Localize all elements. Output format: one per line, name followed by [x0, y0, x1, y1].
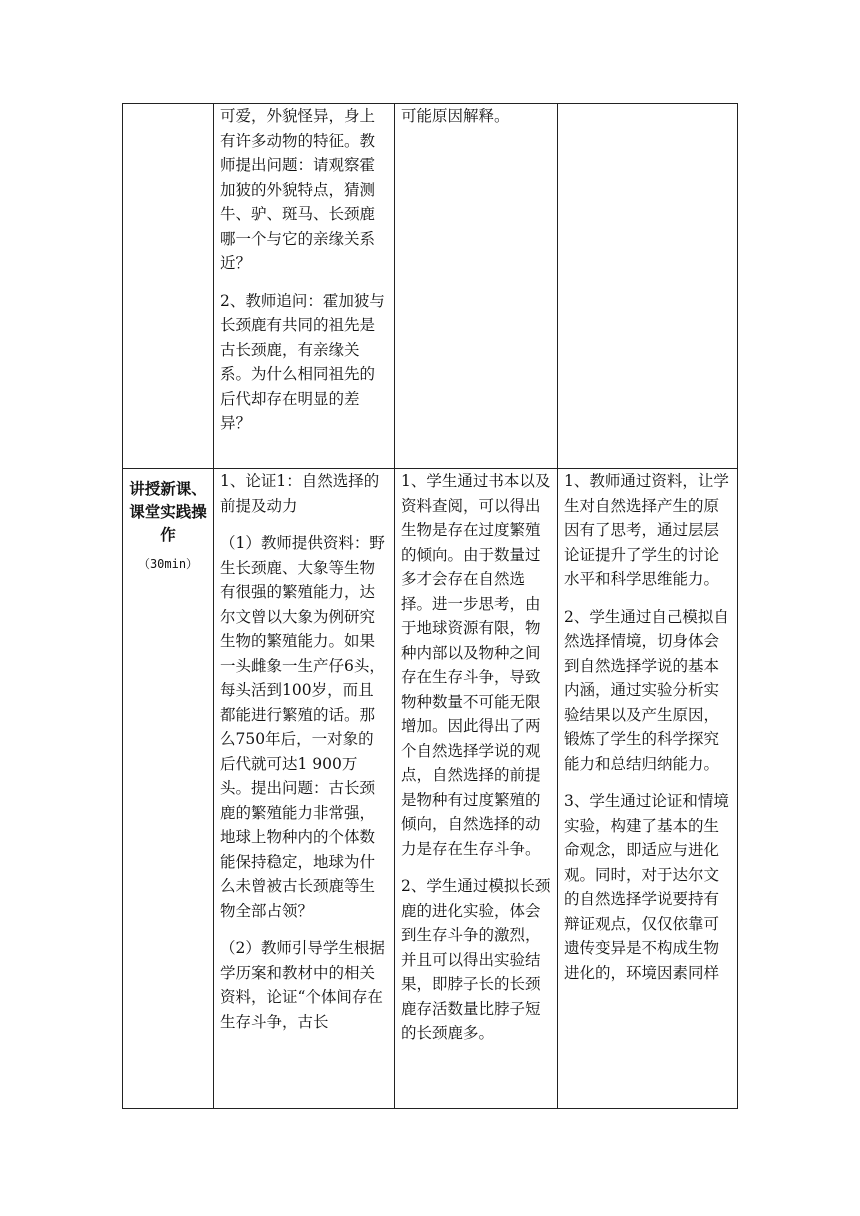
- paragraph: （2）教师引导学生根据学历案和教材中的相关资料，论证“个体间存在生存斗争，古长: [220, 939, 385, 1031]
- paragraph: 2、教师追问：霍加狓与长颈鹿有共同的祖先是古长颈鹿，有亲缘关系。为什么相同祖先的后代却存在明显的差异？: [220, 291, 385, 432]
- row1-section-cell: [123, 104, 213, 468]
- paragraph: 2、学生通过模拟长颈鹿的进化实验，体会到生存斗争的激烈，并且可以得出实验结果，即脖子长的长颈鹿存活数量比脖子短的长颈鹿多。: [401, 877, 551, 1042]
- row2-student-activity: [395, 469, 557, 1109]
- paragraph: 可能原因解释。: [401, 107, 510, 125]
- paragraph: 2、学生通过自己模拟自然选择情境，切身体会到自然选择学说的基本内涵，通过实验分析实验结果以及产生原因，锻炼了学生的科学探究能力和总结归纳能力。: [564, 607, 729, 773]
- paragraph: 1、学生通过书本以及资料查阅，可以得出生物是存在过度繁殖的倾向。由于数量过多才会存在自然选择。进一步思考，由于地球资源有限，物种内部以及物种之间存在生存斗争，导致物种数量不可能无限增加。因此得出了两个自然选择学说的观点，自然选择的前提是物种有过度繁殖的倾向，自然选择的动力是存在生存斗争。: [401, 472, 551, 858]
- paragraph: 1、论证1：自然选择的前提及动力: [220, 472, 380, 515]
- paragraph: 可爱，外貌怪异，身上有许多动物的特征。教师提出问题：请观察霍加狓的外貌特点，猜测牛、驴、斑马、长颈鹿哪一个与它的亲缘关系近？: [220, 107, 376, 272]
- row1-design-intent: [558, 104, 738, 468]
- row2-teacher-activity: [214, 469, 394, 1109]
- row2-design-intent: [558, 469, 738, 1109]
- paragraph: 3、学生通过论证和情境实验，构建了基本的生命观念，即适应与进化观。同时，对于达尔文的自然选择学说要持有辩证观点，仅仅依靠可遗传变异是不构成生物进化的，环境因素同样: [564, 792, 729, 982]
- row1-teacher-activity: [214, 104, 394, 468]
- paragraph: （1）教师提供资料：野生长颈鹿、大象等生物有很强的繁殖能力，达尔文曾以大象为例研究生物的繁殖能力。如果一头雌象一生产仔6头，每头活到100岁，而且都能进行繁殖的话。那么750年后，一对象的后代就可达1 900万头。提出问题：古长颈鹿的繁殖能力非常强，地球上物种内的个体数能保持稳定，地球为什么未曾被古长颈鹿等生物全部占领？: [220, 534, 385, 920]
- section-time: （30min）: [137, 557, 199, 571]
- lesson-plan-table: [122, 103, 738, 1109]
- section-title: 讲授新课、课堂实践操作: [129, 480, 207, 544]
- row2-section-cell: [123, 469, 213, 1109]
- row1-student-activity: [395, 104, 557, 468]
- paragraph: 1、教师通过资料，让学生对自然选择产生的原因有了思考，通过层层论证提升了学生的讨论水平和科学思维能力。: [564, 472, 729, 588]
